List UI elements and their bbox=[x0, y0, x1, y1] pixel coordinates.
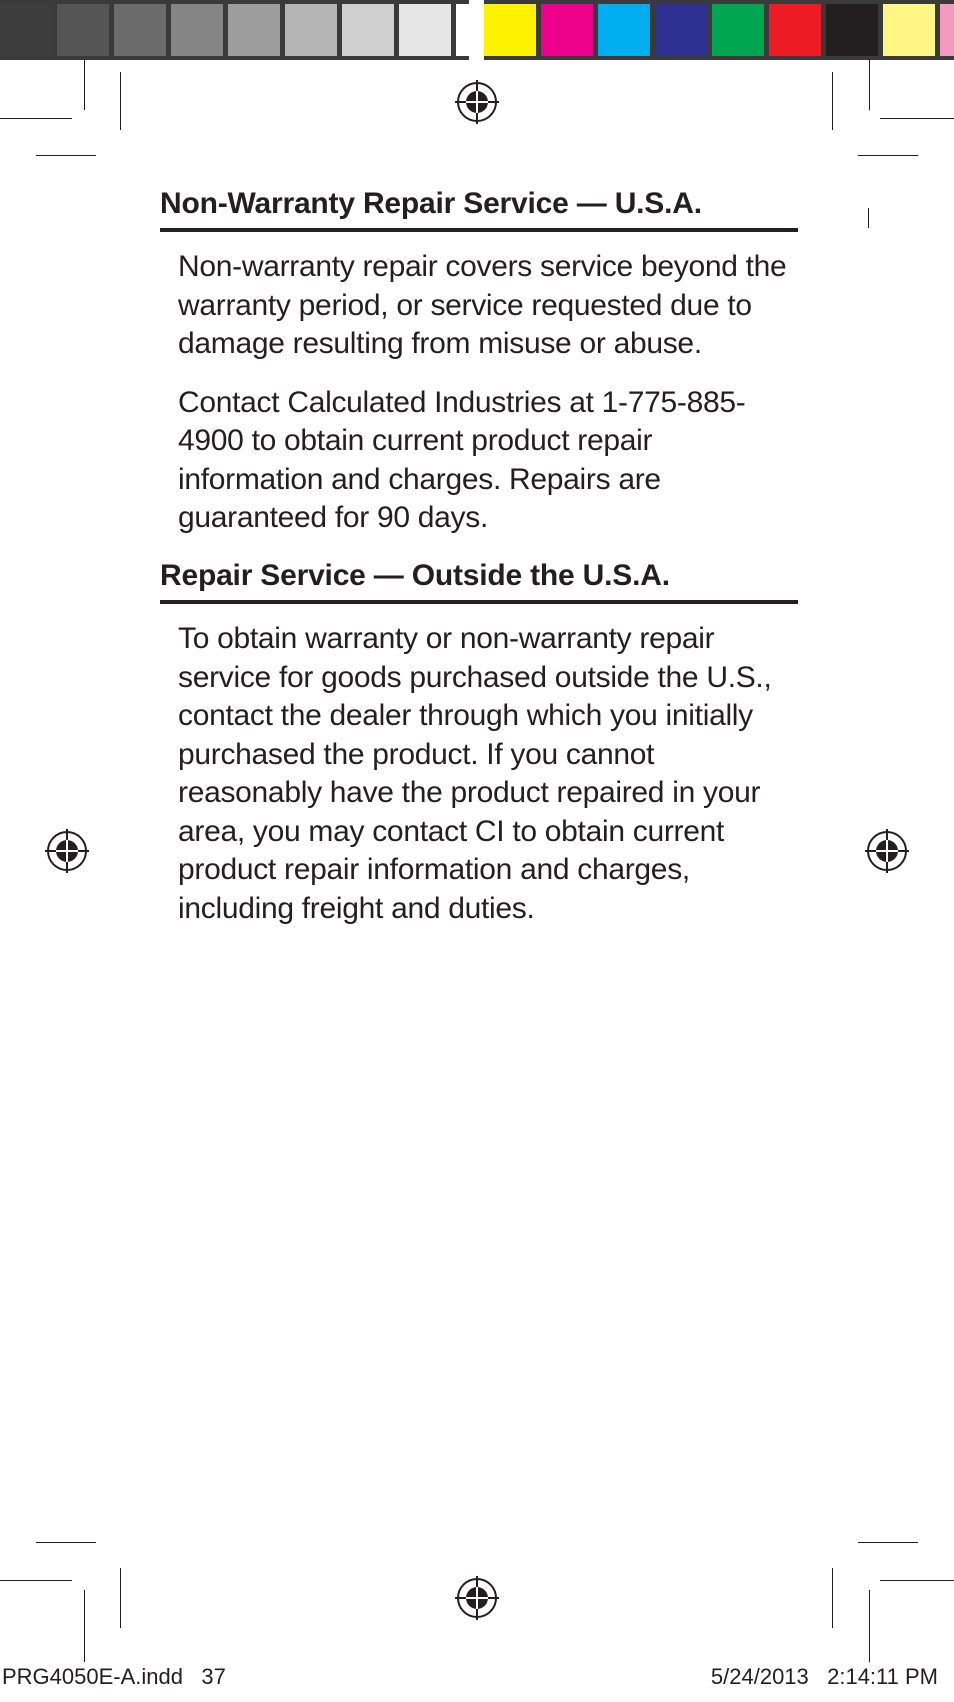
color-swatch bbox=[0, 4, 52, 56]
crop-mark bbox=[832, 72, 833, 130]
slug-timestamp: 5/24/2013 2:14:11 PM bbox=[710, 1664, 938, 1689]
crop-mark bbox=[36, 1542, 96, 1543]
color-swatch bbox=[541, 4, 593, 56]
crop-mark bbox=[868, 208, 869, 228]
color-swatch bbox=[171, 4, 223, 56]
color-swatch bbox=[228, 4, 280, 56]
paragraph: Contact Calculated Industries at 1-775-885-4900 to obtain current product repair information and charges. Repairs are guaranteed for 90 days. bbox=[178, 385, 746, 534]
color-swatch bbox=[342, 4, 394, 56]
color-swatch bbox=[826, 4, 878, 56]
crop-mark bbox=[120, 1568, 121, 1628]
crop-mark bbox=[869, 60, 870, 110]
color-swatch bbox=[114, 4, 166, 56]
crop-mark bbox=[84, 60, 85, 110]
color-swatch bbox=[285, 4, 337, 56]
registration-mark-icon bbox=[453, 1574, 501, 1622]
crop-mark bbox=[0, 1580, 72, 1581]
color-swatch bbox=[769, 4, 821, 56]
color-swatch bbox=[57, 4, 109, 56]
paragraph: Non-warranty repair covers service beyond the warranty period, or service requested due to damage resulting from misuse or abuse. bbox=[178, 250, 787, 360]
crop-mark bbox=[858, 155, 918, 156]
slug-file-name: PRG4050E-A.indd 37 bbox=[2, 1664, 226, 1689]
section-heading: Non-Warranty Repair Service — U.S.A. bbox=[160, 186, 798, 232]
color-swatch bbox=[883, 4, 935, 56]
crop-mark bbox=[869, 1590, 870, 1662]
color-swatch bbox=[940, 4, 954, 56]
registration-mark-icon bbox=[453, 78, 501, 126]
registration-mark-icon bbox=[43, 827, 91, 875]
crop-mark bbox=[880, 118, 954, 119]
section-outside-usa bbox=[160, 558, 798, 928]
color-swatch bbox=[484, 4, 536, 56]
grayscale-color-bar bbox=[0, 0, 469, 60]
crop-mark bbox=[120, 72, 121, 130]
color-swatch bbox=[399, 4, 451, 56]
color-swatch bbox=[712, 4, 764, 56]
color-swatch bbox=[598, 4, 650, 56]
crop-mark bbox=[84, 1590, 85, 1662]
crop-mark bbox=[36, 155, 96, 156]
color-swatch bbox=[655, 4, 707, 56]
paragraph: To obtain warranty or non-warranty repair service for goods purchased outside the U.S., contact the dealer through which you initially purchased the product. If you cannot reasonably have the product repaired in your area, you may contact CI to obtain current product repair information and charges, including freight and duties. bbox=[178, 622, 772, 925]
crop-mark bbox=[832, 1568, 833, 1628]
section-heading: Repair Service — Outside the U.S.A. bbox=[160, 558, 798, 604]
crop-mark bbox=[880, 1580, 954, 1581]
crop-mark bbox=[858, 1542, 918, 1543]
registration-mark-icon bbox=[863, 827, 911, 875]
process-color-bar bbox=[484, 0, 954, 60]
section-non-warranty-usa bbox=[160, 186, 798, 538]
crop-mark bbox=[0, 118, 72, 119]
